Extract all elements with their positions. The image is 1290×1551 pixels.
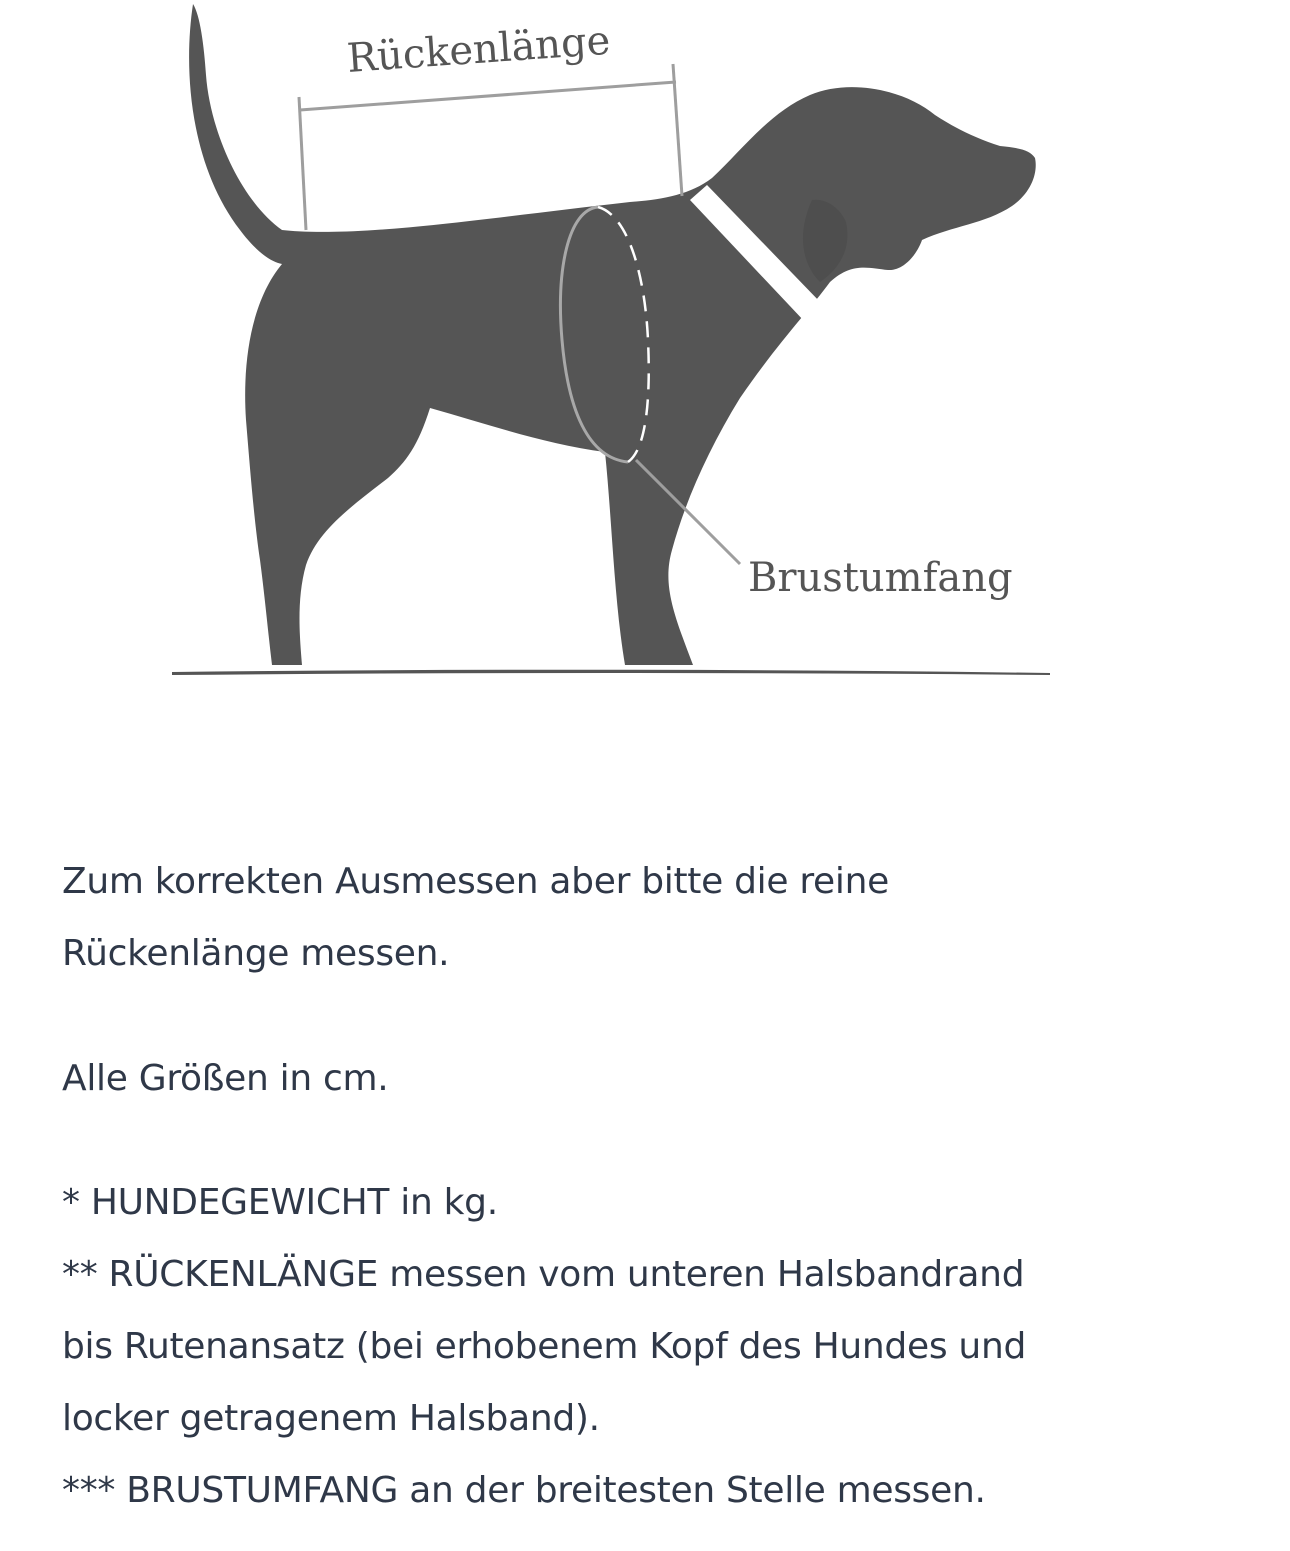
footnote-chest-girth: *** BRUSTUMFANG an der breitesten Stelle messen. [62,1470,986,1511]
measure-instruction-line-1: Zum korrekten Ausmessen aber bitte die reine [62,861,889,902]
measure-instruction [62,846,1242,990]
footnote-back-length-1: ** RÜCKENLÄNGE messen vom unteren Halsbandrand [62,1254,1025,1295]
label-back-length: Rückenlänge [345,17,612,82]
dog-diagram-svg [0,0,1290,720]
back-length-tick-left [299,97,306,230]
back-length-tick-right [673,64,682,196]
ground-line [172,670,1050,675]
back-length-line [300,82,676,110]
label-chest-girth: Brustumfang [748,555,1013,601]
footnote-weight: * HUNDEGEWICHT in kg. [62,1182,498,1223]
units-note [62,1043,1242,1115]
footnotes [62,1167,1242,1527]
units-note-text: Alle Größen in cm. [62,1058,389,1099]
footnote-back-length-2: bis Rutenansatz (bei erhobenem Kopf des Hundes und [62,1326,1027,1367]
footnote-back-length-3: locker getragenem Halsband). [62,1398,600,1439]
dog-measurement-illustration [0,0,1290,720]
measure-instruction-line-2: Rückenlänge messen. [62,933,450,974]
